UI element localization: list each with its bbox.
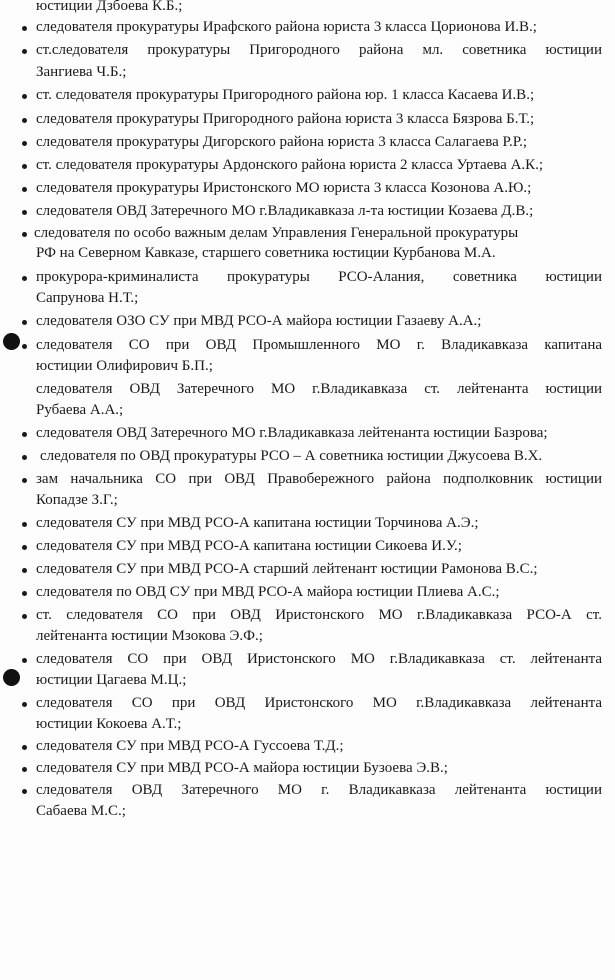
list-item-continuation: Сапрунова Н.Т.; bbox=[36, 290, 139, 306]
bullet-icon bbox=[22, 745, 27, 750]
bullet-icon bbox=[22, 344, 27, 349]
bullet-icon bbox=[22, 658, 27, 663]
bullet-icon bbox=[22, 432, 27, 437]
list-item: следователя СУ при МВД РСО-А капитана юстиции Торчинова А.Э.; bbox=[36, 515, 479, 531]
list-item: следователя СУ при МВД РСО-А старший лейтенант юстиции Рамонова В.С.; bbox=[36, 561, 538, 577]
bullet-icon bbox=[22, 210, 27, 215]
list-item: следователя ОВД Затеречного МО г.Владикавказа лейтенанта юстиции Базрова; bbox=[36, 425, 548, 441]
list-item: зам начальника СО при ОВД Правобережного района подполковник юстиции bbox=[36, 471, 602, 487]
list-item: следователя СО при ОВД Иристонского МО г.Владикавказа лейтенанта bbox=[36, 695, 602, 711]
list-item: следователя СО при ОВД Промышленного МО г. Владикавказа капитана bbox=[36, 337, 602, 353]
bullet-icon bbox=[22, 568, 27, 573]
list-item: следователя прокуратуры Иристонского МО юриста 3 класса Козонова А.Ю.; bbox=[36, 180, 532, 196]
list-item: следователя по ОВД прокуратуры РСО – А советника юстиции Джусоева В.Х. bbox=[40, 448, 543, 464]
bullet-icon bbox=[22, 522, 27, 527]
ink-blot bbox=[3, 669, 20, 686]
list-item-continuation: лейтенанта юстиции Мзокова Э.Ф.; bbox=[36, 628, 263, 644]
bullet-icon bbox=[22, 767, 27, 772]
bullet-icon bbox=[22, 702, 27, 707]
list-item: следователя СУ при МВД РСО-А Гуссоева Т.Д.; bbox=[36, 738, 344, 754]
bullet-icon bbox=[22, 614, 27, 619]
list-item-continuation: Рубаева А.А.; bbox=[36, 402, 124, 418]
list-item: ст.следователя прокуратуры Пригородного района мл. советника юстиции bbox=[36, 42, 602, 58]
list-item-continuation: юстиции Дзбоева К.Б.; bbox=[36, 0, 183, 14]
list-item: следователя ОВД Затеречного МО г.Владикавказа ст. лейтенанта юстиции bbox=[36, 381, 602, 397]
list-item: следователя прокуратуры Пригородного района юриста 3 класса Бязрова Б.Т.; bbox=[36, 111, 535, 127]
bullet-icon bbox=[22, 320, 27, 325]
list-item: прокурора-криминалиста прокуратуры РСО-Алания, советника юстиции bbox=[36, 269, 602, 285]
list-item: следователя прокуратуры Ирафского района юриста 3 класса Цорионова И.В.; bbox=[36, 19, 537, 35]
list-item: следователя ОВД Затеречного МО г.Владикавказа л-та юстиции Козаева Д.В.; bbox=[36, 203, 534, 219]
bullet-icon bbox=[22, 118, 27, 123]
bullet-icon bbox=[22, 276, 27, 281]
bullet-icon bbox=[22, 545, 27, 550]
list-item: ст. следователя прокуратуры Ардонского района юриста 2 класса Уртаева А.К.; bbox=[36, 157, 544, 173]
bullet-icon bbox=[22, 789, 27, 794]
list-item-continuation: юстиции Кокоева А.Т.; bbox=[36, 716, 182, 732]
list-item-continuation: Копадзе З.Г.; bbox=[36, 492, 118, 508]
list-item-continuation: РФ на Северном Кавказе, старшего советника юстиции Курбанова М.А. bbox=[36, 245, 496, 261]
bullet-icon bbox=[22, 164, 27, 169]
bullet-icon bbox=[22, 94, 27, 99]
bullet-icon bbox=[22, 187, 27, 192]
list-item: следователя по ОВД СУ при МВД РСО-А майора юстиции Плиева А.С.; bbox=[36, 584, 500, 600]
ink-blot bbox=[3, 333, 20, 350]
list-item: следователя СУ при МВД РСО-А капитана юстиции Сикоева И.У.; bbox=[36, 538, 462, 554]
list-item: следователя СО при ОВД Иристонского МО г.Владикавказа ст. лейтенанта bbox=[36, 651, 602, 667]
bullet-icon bbox=[22, 478, 27, 483]
bullet-icon bbox=[22, 49, 27, 54]
list-item: следователя СУ при МВД РСО-А майора юстиции Бузоева Э.В.; bbox=[36, 760, 448, 776]
list-item: следователя ОЗО СУ при МВД РСО-А майора юстиции Газаеву А.А.; bbox=[36, 313, 482, 329]
list-item: следователя по особо важным делам Управления Генеральной прокуратуры bbox=[34, 225, 519, 241]
list-item: следователя ОВД Затеречного МО г. Владикавказа лейтенанта юстиции bbox=[36, 782, 602, 798]
list-item-continuation: юстиции Олифирович Б.П.; bbox=[36, 358, 213, 374]
list-item: ст. следователя прокуратуры Пригородного района юр. 1 класса Касаева И.В.; bbox=[36, 87, 535, 103]
bullet-icon bbox=[22, 232, 27, 237]
list-item: ст. следователя СО при ОВД Иристонского МО г.Владикавказа РСО-А ст. bbox=[36, 607, 602, 623]
bullet-icon bbox=[22, 141, 27, 146]
bullet-icon bbox=[22, 26, 27, 31]
bullet-icon bbox=[22, 455, 27, 460]
list-item-continuation: Сабаева М.С.; bbox=[36, 803, 126, 819]
list-item: следователя прокуратуры Дигорского района юриста 3 класса Салагаева Р.Р.; bbox=[36, 134, 528, 150]
list-item-continuation: юстиции Цагаева М.Ц.; bbox=[36, 672, 187, 688]
list-item-continuation: Зангиева Ч.Б.; bbox=[36, 64, 127, 80]
bullet-icon bbox=[22, 591, 27, 596]
